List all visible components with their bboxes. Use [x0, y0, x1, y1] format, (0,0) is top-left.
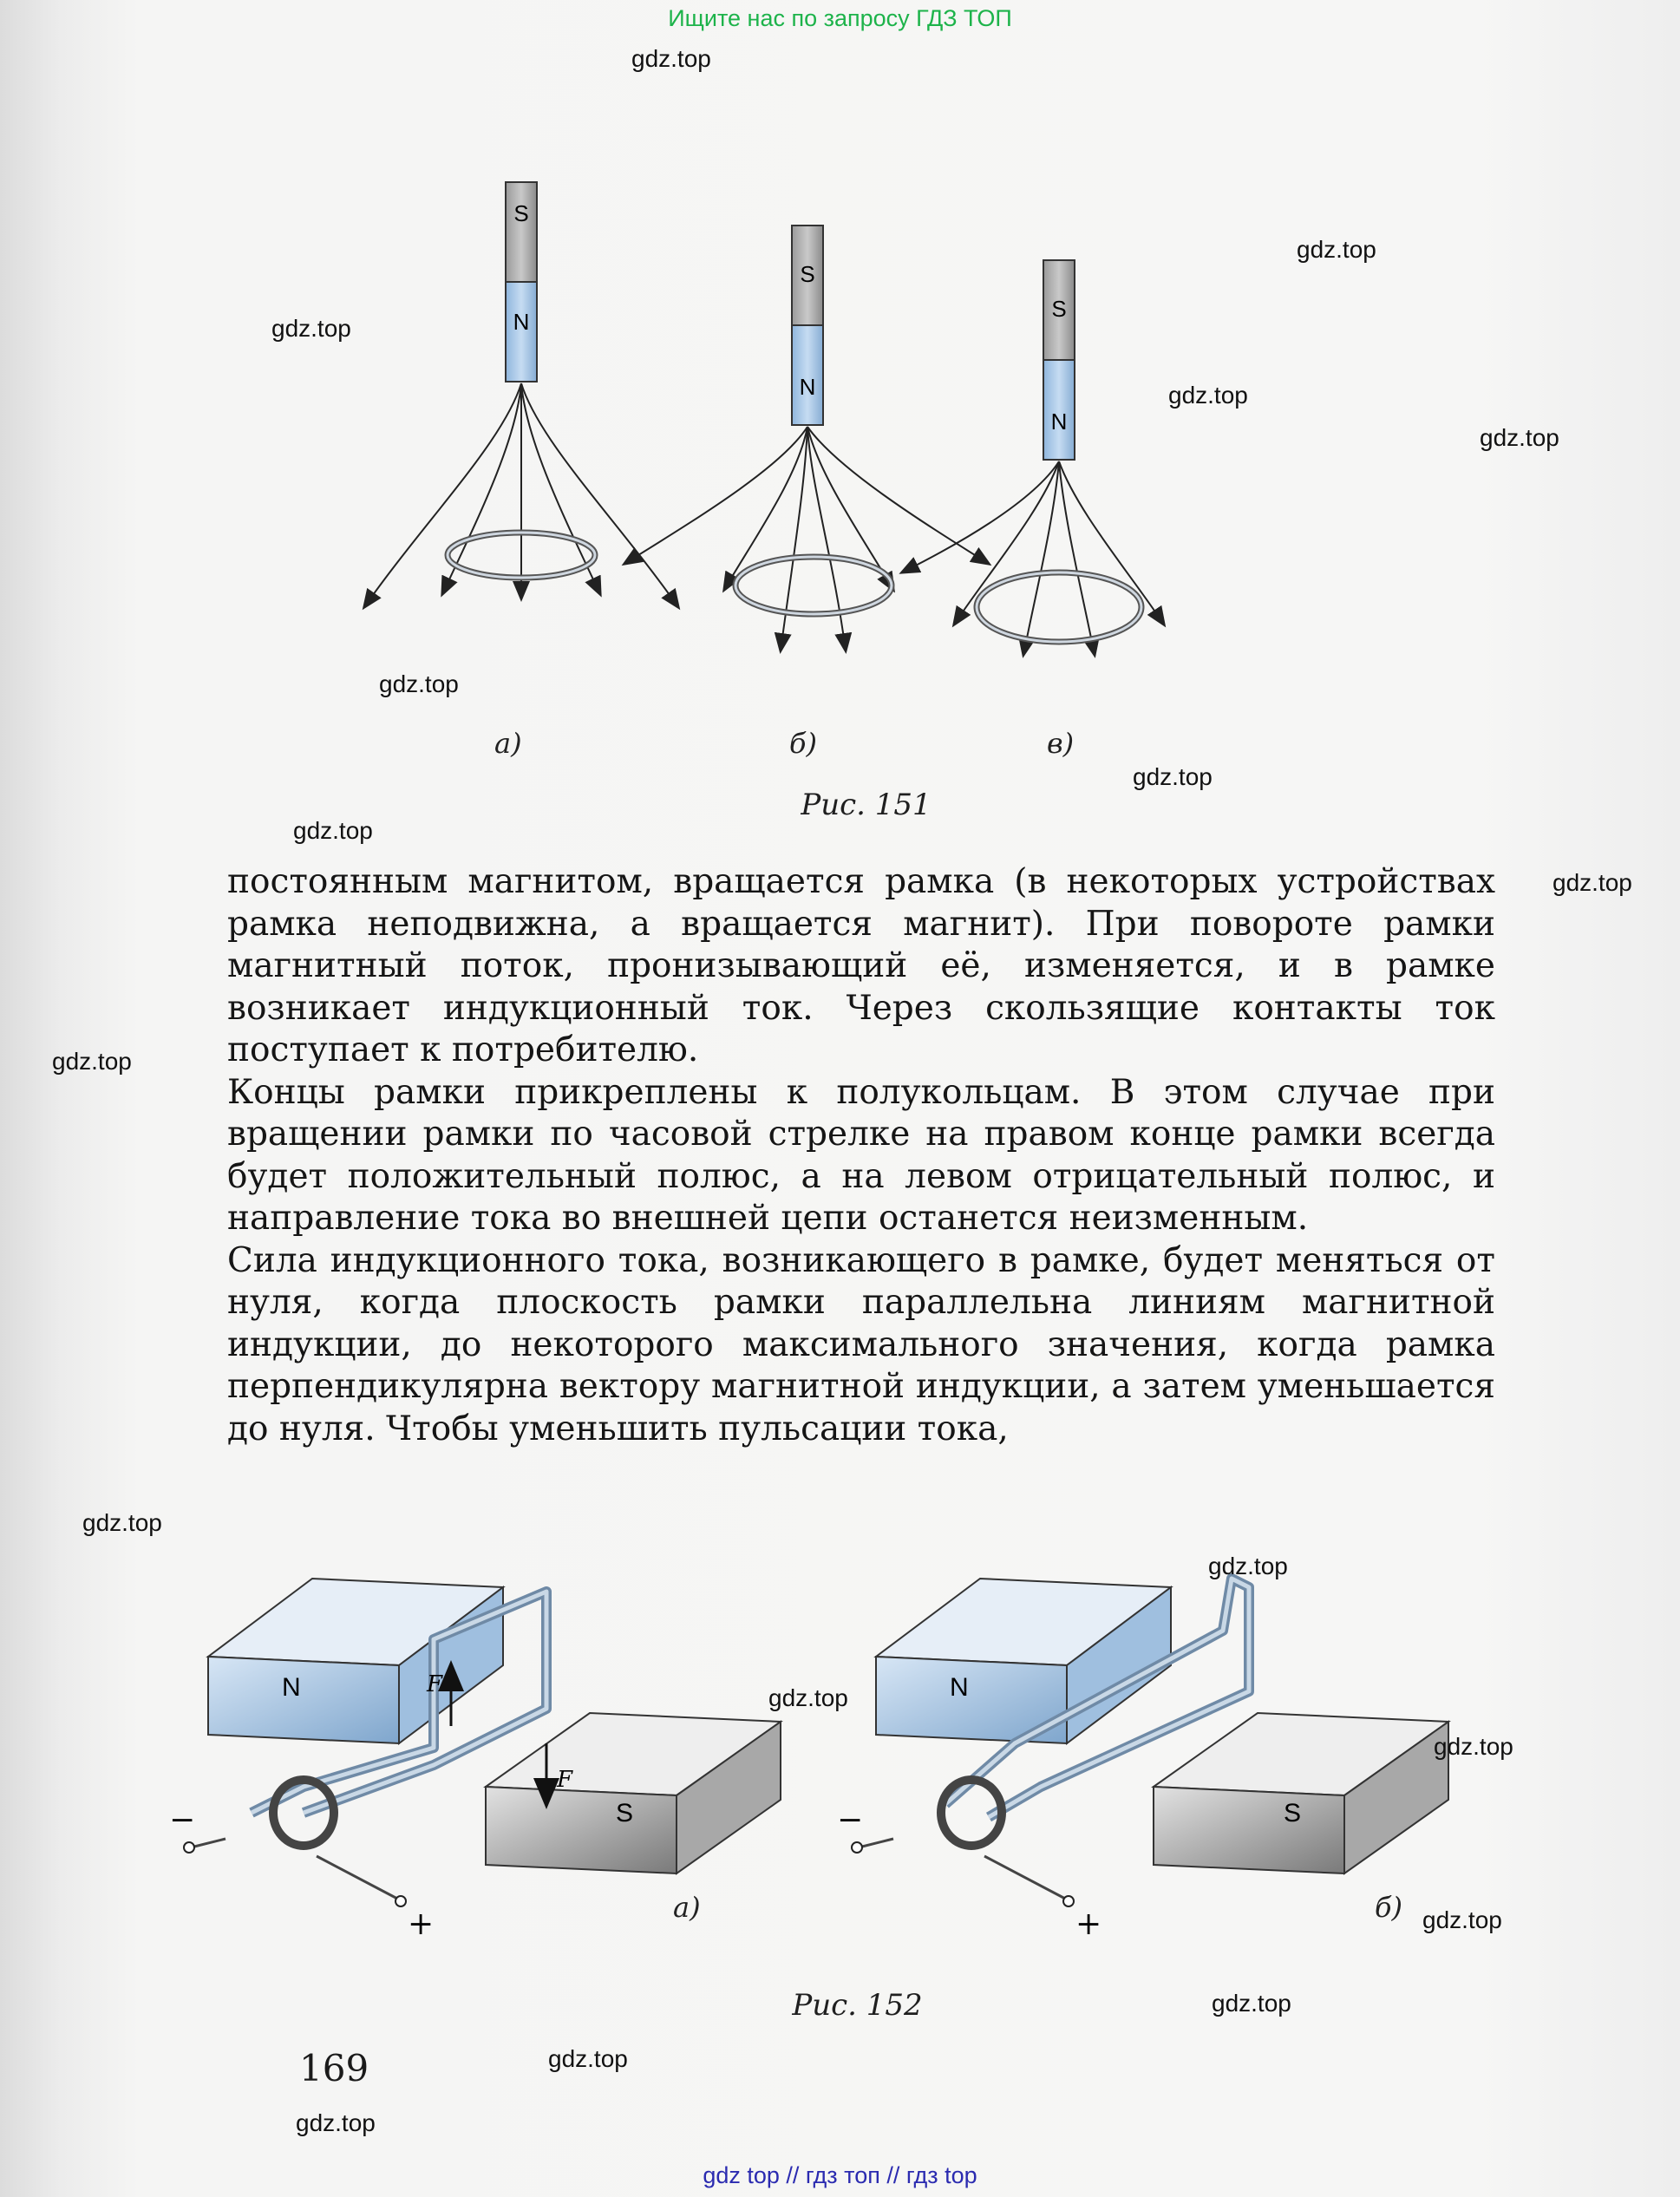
fig151-label-b: б): [789, 727, 818, 760]
fig152-label-a: а): [673, 1891, 701, 1924]
fig151-label-c: в): [1047, 727, 1075, 760]
paragraph-1: постоянным магнитом, вращается рамка (в некоторых устройствах рамка неподвижна, а вращается магнит). При повороте рамки магнитный поток, пронизывающий её, изменяется, и в рамке возникает индукционный ток. Через скользящие контакты ток поступает к потребителю.: [227, 862, 1495, 1069]
magnet-b: [792, 226, 823, 425]
pole-label-n-b: N: [799, 374, 816, 400]
watermark: gdz.top: [1168, 382, 1248, 409]
watermark: gdz.top: [1422, 1906, 1502, 1933]
pole-label-s-a2: S: [616, 1799, 634, 1828]
watermark: gdz.top: [1297, 236, 1376, 263]
watermark: gdz.top: [296, 2109, 376, 2136]
bottom-banner[interactable]: gdz top // гдз топ // гдз top: [703, 2162, 977, 2188]
watermark: gdz.top: [52, 1048, 132, 1075]
watermark: gdz.top: [1553, 869, 1632, 896]
figure-152-caption: Рис. 152: [792, 1988, 923, 2023]
watermark: gdz.top: [1133, 763, 1213, 790]
force-label-down: F: [557, 1767, 573, 1793]
watermark: gdz.top: [379, 670, 459, 697]
fig152-label-b: б): [1375, 1891, 1403, 1924]
pole-label-s-b2: S: [1284, 1799, 1302, 1828]
watermark: gdz.top: [293, 817, 373, 844]
top-banner[interactable]: Ищите нас по запросу ГДЗ ТОП: [668, 5, 1012, 31]
watermark: gdz.top: [1480, 424, 1559, 451]
pole-label-n-b2: N: [950, 1673, 969, 1702]
magnet-c: [1043, 260, 1075, 460]
paragraph-2: Концы рамки прикреплены к полукольцам. В этом случае при вращении рамки по часовой стрелке на правом конце рамки всегда будет положительный полюс, а на левом отрицательный полюс, и направление тока во внешней цепи останется неизменным.: [227, 1072, 1495, 1238]
watermark: gdz.top: [271, 315, 351, 342]
pole-label-s-c: S: [1051, 296, 1067, 322]
pole-label-n-a: N: [513, 309, 530, 335]
figure-151-caption: Рис. 151: [801, 788, 932, 822]
plus-terminal-b: +: [1075, 1906, 1102, 1942]
paragraph-3: Сила индукционного тока, возникающего в рамке, будет меняться от нуля, когда плоскость рамки параллельна линиям магнитной индукции, до некоторого максимального значения, когда рамка перпендикулярна вектору магнитной индукции, а затем уменьшается до нуля. Чтобы уменьшить пульсации тока,: [227, 1240, 1495, 1448]
watermark: gdz.top: [1212, 1990, 1291, 2017]
minus-terminal-b: −: [837, 1802, 864, 1838]
watermark: gdz.top: [548, 2045, 628, 2072]
pole-label-s-a: S: [513, 200, 529, 226]
watermark: gdz.top: [82, 1509, 162, 1536]
figure-152: [169, 1527, 1526, 1978]
generator-a: [169, 1579, 781, 1942]
minus-terminal-a: −: [169, 1802, 196, 1838]
body-text: [227, 861, 1495, 1450]
pole-label-n-a2: N: [282, 1673, 301, 1702]
plus-terminal-a: +: [408, 1906, 435, 1942]
watermark: gdz.top: [631, 45, 711, 72]
pole-label-n-c: N: [1050, 409, 1068, 435]
watermark: gdz.top: [1434, 1733, 1513, 1760]
fig151-label-a: а): [494, 727, 522, 760]
force-label-up: F: [427, 1671, 443, 1697]
watermark: gdz.top: [1208, 1553, 1288, 1579]
generator-b: [837, 1579, 1448, 1942]
watermark: gdz.top: [768, 1684, 848, 1711]
magnet-a: [506, 182, 537, 382]
page-number: 169: [299, 2047, 369, 2089]
field-lines-a: [364, 383, 678, 607]
pole-label-s-b: S: [800, 261, 815, 287]
